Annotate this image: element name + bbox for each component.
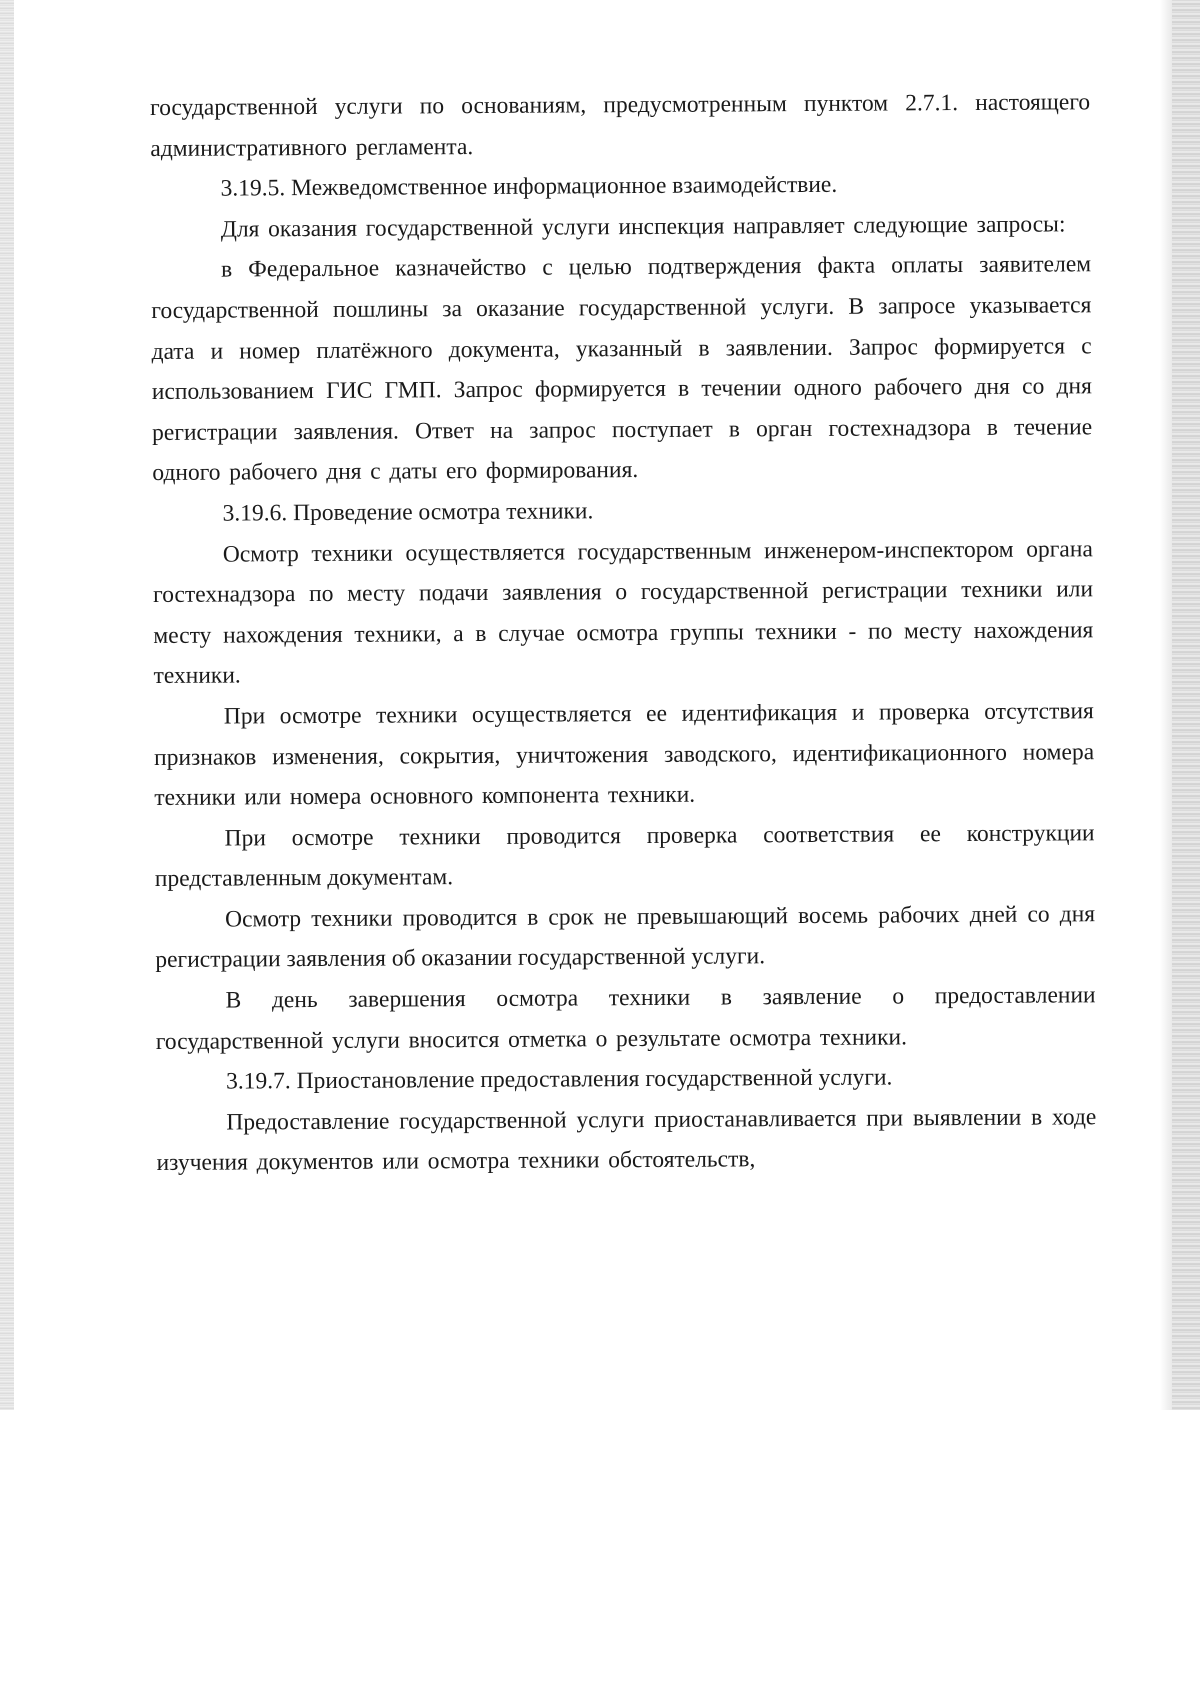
scan-edge-shadow (1160, 0, 1172, 1410)
scan-edge-right (1172, 0, 1200, 1410)
section-heading-3-19-7: 3.19.7. Приостановление предоставления государственной услуги. (225, 1064, 893, 1095)
paragraph-construction-check: При осмотре техники проводится проверка соответствия ее конструкции представленным документам. (154, 819, 1095, 893)
paragraph-inspection-place: Осмотр техники осуществляется государственным инженером-инспектором органа гостехнадзора по месту подачи заявления о государственной регистрации техники или месту нахождения техники, а в случае осмотра группы техники - по месту нахождения техники. (153, 535, 1094, 690)
section-heading-3-19-6: 3.19.6. Проведение осмотра техники. (222, 498, 594, 527)
document-body (150, 82, 1097, 1184)
paragraph-continuation: государственной услуги по основаниям, предусмотренным пунктом 2.7.1. настоящего административного регламента. (150, 89, 1091, 162)
section-heading-3-19-5: 3.19.5. Межведомственное информационное взаимодействие. (220, 171, 838, 202)
paragraph-inspection-deadline: Осмотр техники проводится в срок не превышающий восемь рабочих дней со дня регистрации заявления об оказании государственной услуги. (155, 901, 1096, 974)
paragraph-suspension: Предоставление государственной услуги приостанавливается при выявлении в ходе изучения документов или осмотра техники обстоятельств, (156, 1104, 1097, 1177)
scan-edge-left (0, 0, 14, 1410)
paragraph-result-mark: В день завершения осмотра техники в заявление о предоставлении государственной услуги вносится отметка о результате осмотра техники. (155, 982, 1096, 1055)
paragraph-treasury-request: в Федеральное казначейство с целью подтверждения факта оплаты заявителем государственной пошлины за оказание государственной услуги. В запросе указывается дата и номер платёжного документа, указанный в заявлении. Запрос формируется с использованием ГИС ГМП. Запрос формируется в течении одного рабочего дня со дня регистрации заявления. Ответ на запрос поступает в орган гостехнадзора в течение одного рабочего дня с даты его формирования. (151, 251, 1093, 487)
paragraph-identification: При осмотре техники осуществляется ее идентификация и проверка отсутствия признаков изменения, сокрытия, уничтожения заводского, идентификационного номера техники или номера основного компонента техники. (154, 698, 1095, 812)
paragraph-requests-intro: Для оказания государственной услуги инспекция направляет следующие запросы: (220, 211, 1066, 243)
